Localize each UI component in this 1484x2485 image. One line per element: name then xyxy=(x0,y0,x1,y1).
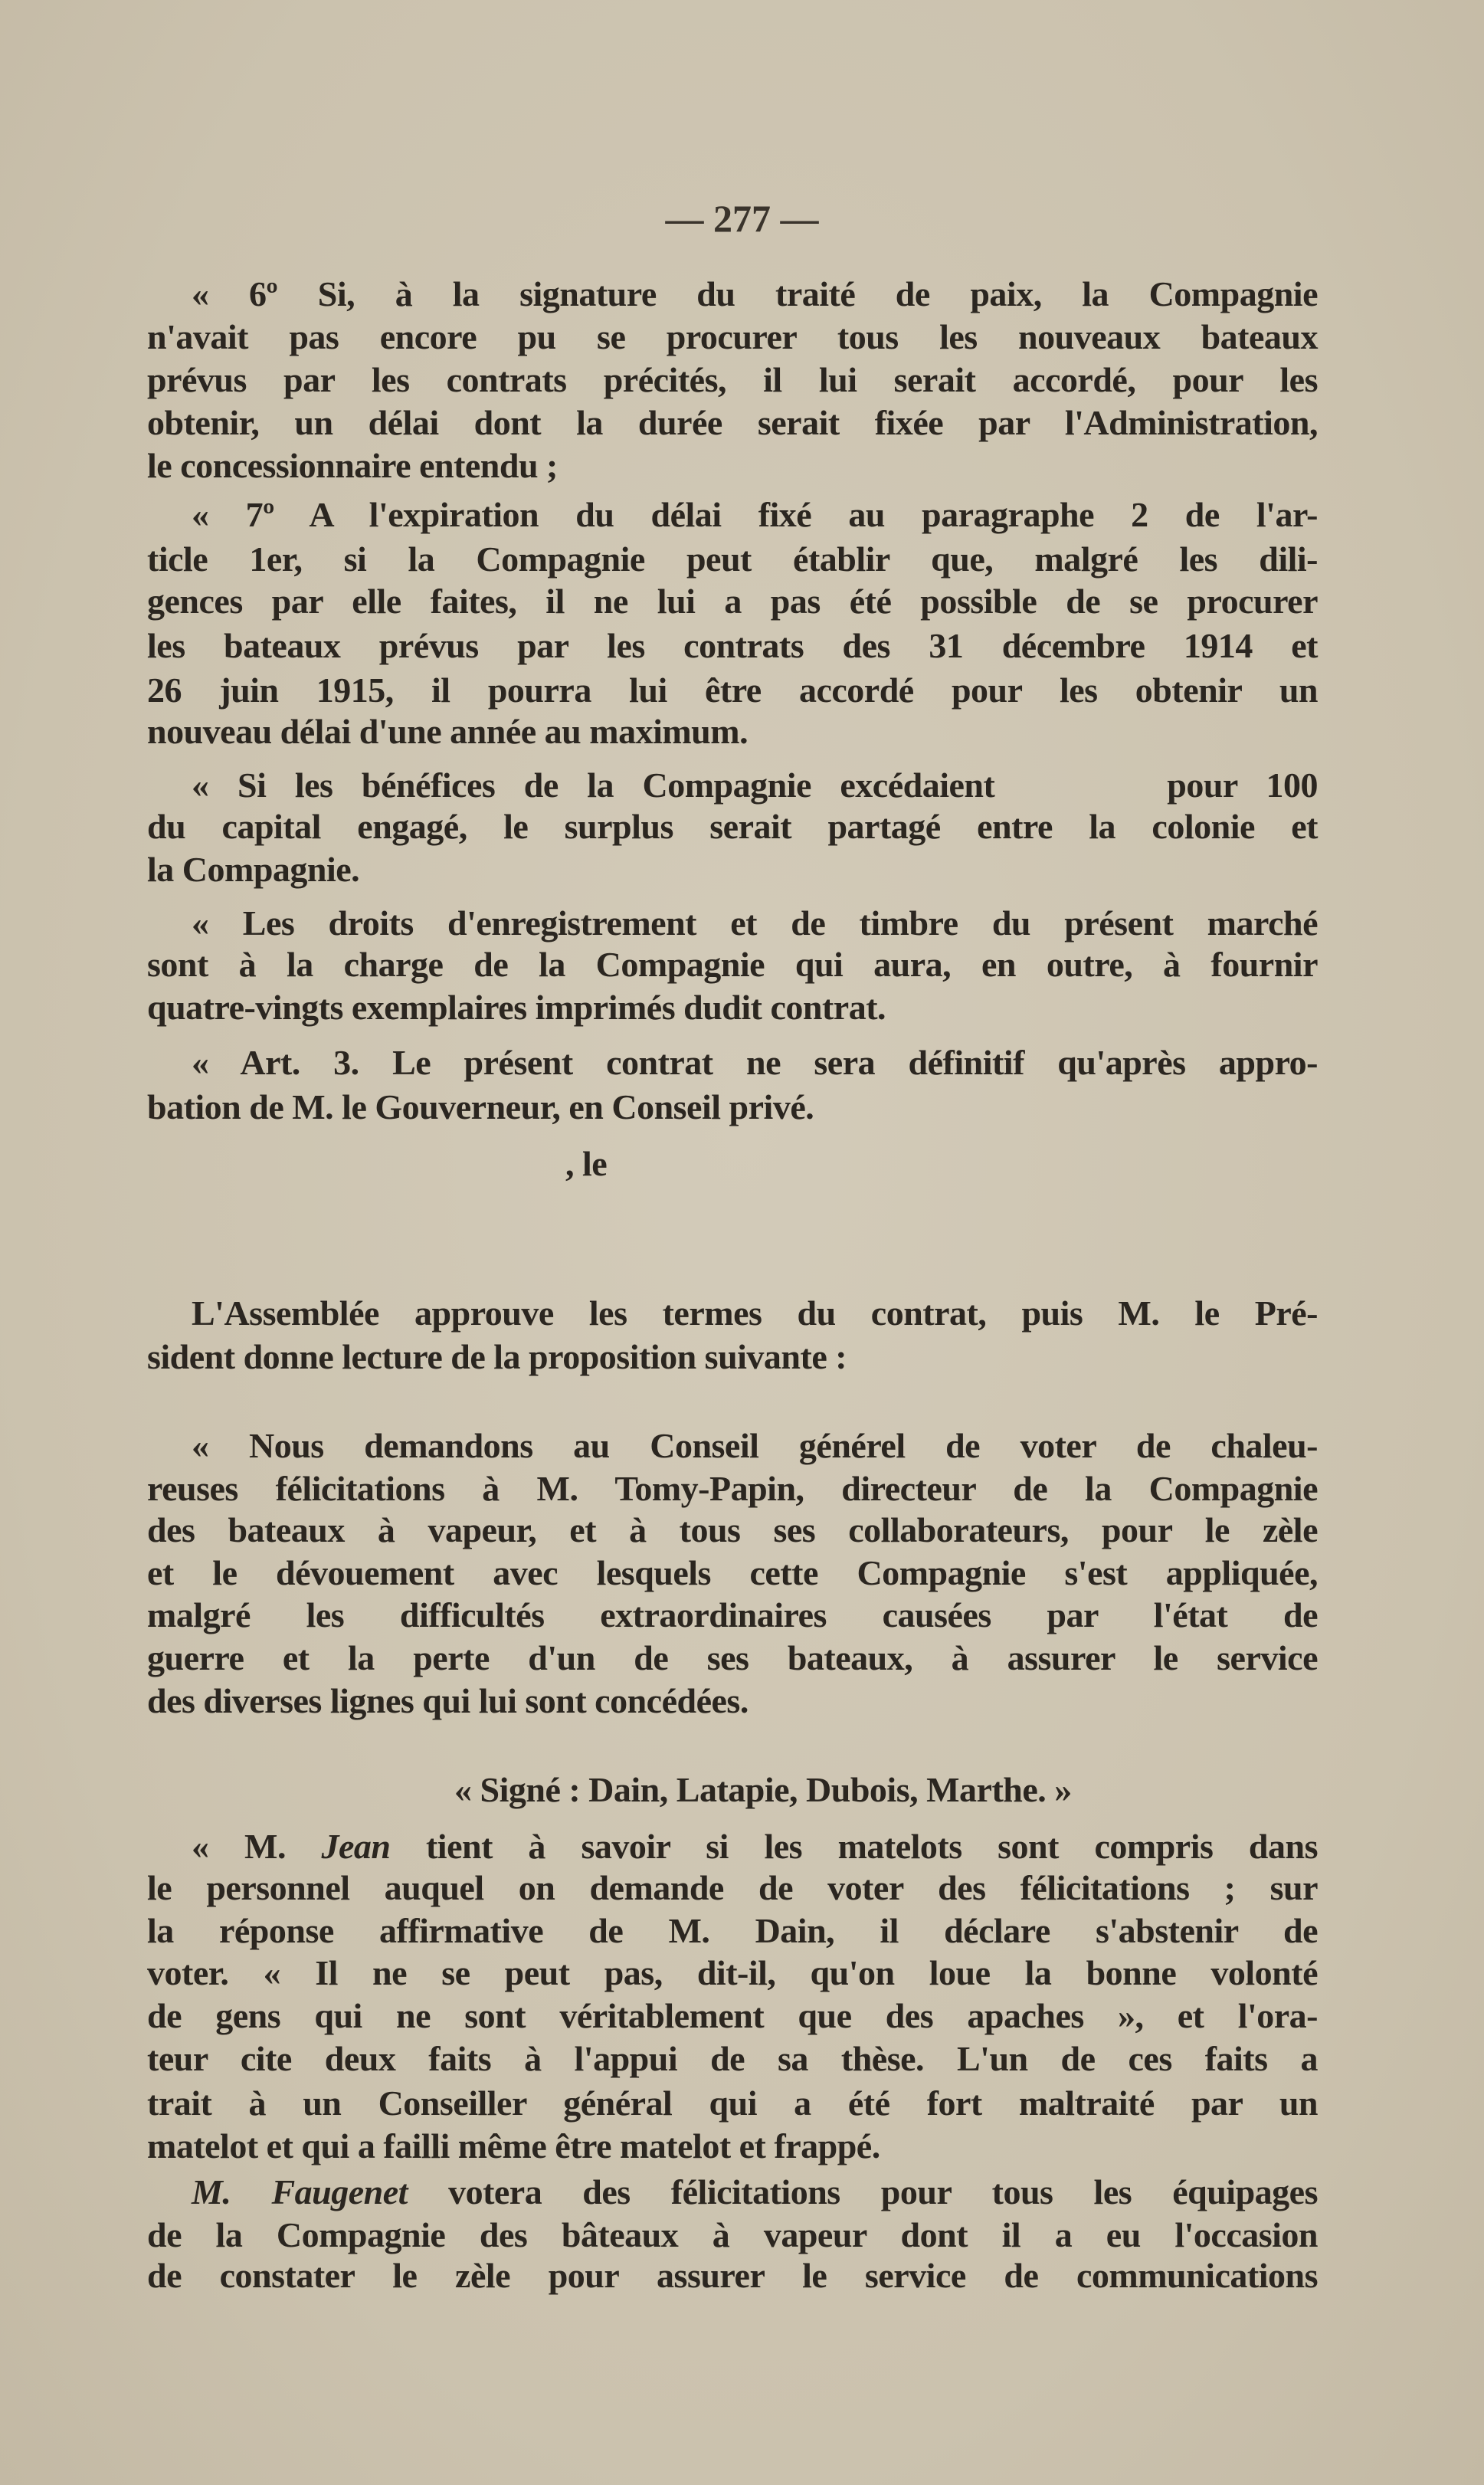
text-line: et le dévouement avec lesquels cette Compagnie s'est appliquée, xyxy=(147,1553,1318,1592)
text-line xyxy=(192,1824,1318,1870)
text-line: malgré les difficultés extraordinaires causées par l'état de xyxy=(147,1595,1318,1634)
text-line: le concessionnaire entendu ; xyxy=(147,446,558,485)
text-line: des diverses lignes qui lui sont concédées. xyxy=(147,1681,749,1720)
text-line: de la Compagnie des bâteaux à vapeur dont il a eu l'occasion xyxy=(147,2215,1318,2254)
text-line: « Les droits d'enregistrement et de timbre du présent marché xyxy=(192,903,1318,943)
text-line: ticle 1er, si la Compagnie peut établir que, malgré les dili- xyxy=(147,539,1318,579)
text-line: « 6º Si, à la signature du traité de paix, la Compagnie xyxy=(192,274,1318,313)
text-line: sident donne lecture de la proposition suivante : xyxy=(147,1337,847,1376)
text-line: 26 juin 1915, il pourra lui être accordé pour les obtenir un xyxy=(147,670,1318,710)
text-line: trait à un Conseiller général qui a été fort maltraité par un xyxy=(147,2083,1318,2123)
text-line: voter. « Il ne se peut pas, dit-il, qu'on loue la bonne volonté xyxy=(147,1953,1318,1992)
text-line: de gens qui ne sont véritablement que des apaches », et l'ora- xyxy=(147,1996,1318,2035)
text-line: teur cite deux faits à l'appui de sa thèse. L'un de ces faits a xyxy=(147,2039,1318,2078)
text-fragment: tient à savoir si les matelots sont compris dans xyxy=(390,1827,1318,1866)
text-line: gences par elle faites, il ne lui a pas été possible de se procurer xyxy=(147,582,1318,621)
text-line: le personnel auquel on demande de voter des félicitations ; sur xyxy=(147,1868,1318,1907)
text-line: obtenir, un délai dont la durée serait fixée par l'Administration, xyxy=(147,403,1318,442)
text-line xyxy=(192,2169,1318,2215)
text-line: guerre et la perte d'un de ses bateaux, à assurer le service xyxy=(147,1638,1318,1677)
text-line: « 7º A l'expiration du délai fixé au paragraphe 2 de l'ar- xyxy=(192,495,1318,534)
text-line: « Nous demandons au Conseil générel de voter de chaleu- xyxy=(192,1426,1318,1465)
text-line: L'Assemblée approuve les termes du contrat, puis M. le Pré- xyxy=(192,1293,1318,1333)
text-line: des bateaux à vapeur, et à tous ses collaborateurs, pour le zèle xyxy=(147,1510,1318,1549)
text-line: la Compagnie. xyxy=(147,850,360,889)
text-line: quatre-vingts exemplaires imprimés dudit contrat. xyxy=(147,988,886,1027)
text-line: prévus par les contrats précités, il lui serait accordé, pour les xyxy=(147,360,1318,399)
text-line: bation de M. le Gouverneur, en Conseil privé. xyxy=(147,1087,814,1126)
text-line: n'avait pas encore pu se procurer tous les nouveaux bateaux xyxy=(147,317,1318,356)
text-line: reuses félicitations à M. Tomy-Papin, directeur de la Compagnie xyxy=(147,1469,1318,1508)
text-line: , le xyxy=(565,1144,608,1183)
text-line: les bateaux prévus par les contrats des 31 décembre 1914 et xyxy=(147,626,1318,665)
text-line: nouveau délai d'une année au maximum. xyxy=(147,712,749,751)
text-line: « Si les bénéfices de la Compagnie excédaient pour 100 xyxy=(192,765,1318,805)
text-line: « Art. 3. Le présent contrat ne sera définitif qu'après appro- xyxy=(192,1043,1318,1082)
text-line: la réponse affirmative de M. Dain, il déclare s'abstenir de xyxy=(147,1911,1318,1950)
text-line: de constater le zèle pour assurer le service de communications xyxy=(147,2256,1318,2295)
signature-line: « Signé : Dain, Latapie, Dubois, Marthe. » xyxy=(454,1770,1072,1809)
text-fragment: votera des félicitations pour tous les équipages xyxy=(407,2172,1318,2211)
text-line: du capital engagé, le surplus serait partagé entre la colonie et xyxy=(147,807,1318,846)
text-line: matelot et qui a failli même être matelot et frappé. xyxy=(147,2126,880,2165)
speaker-name: M. Faugenet xyxy=(192,2172,408,2211)
text-fragment: « M. xyxy=(192,1827,322,1866)
speaker-name: Jean xyxy=(321,1827,391,1866)
page-number: — 277 — xyxy=(665,197,819,240)
text-line: sont à la charge de la Compagnie qui aura, en outre, à fournir xyxy=(147,945,1318,984)
